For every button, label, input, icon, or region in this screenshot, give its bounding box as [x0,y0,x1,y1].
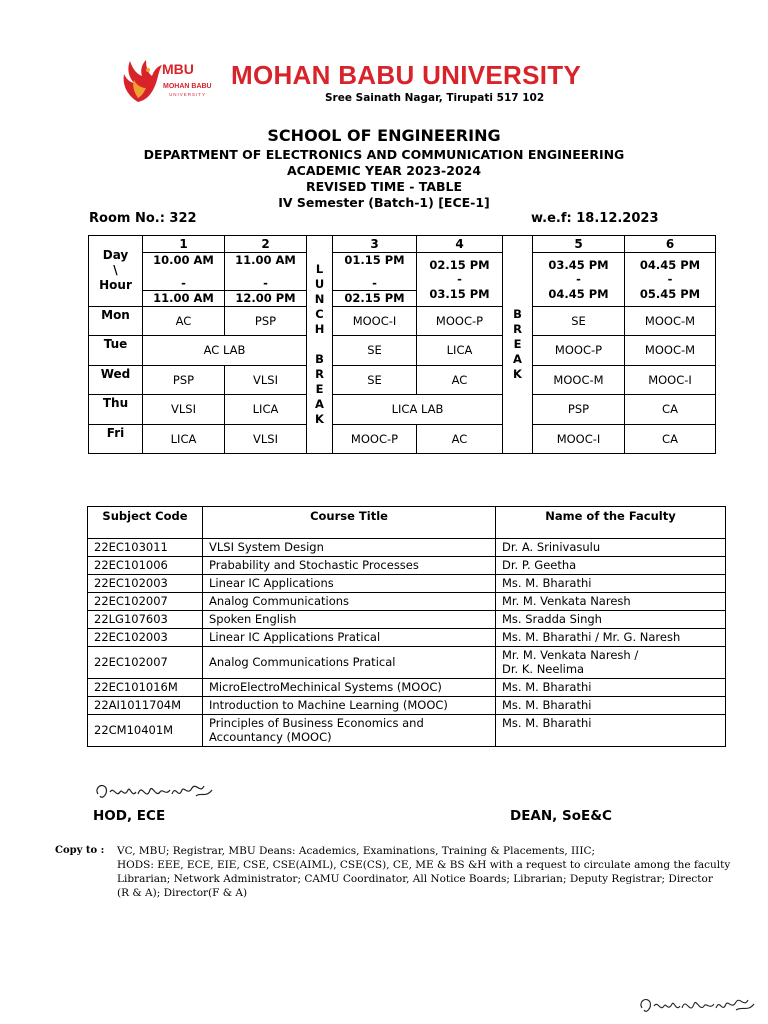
period-time: 02.15 PM - 03.15 PM [417,253,503,307]
faculty-name: Mr. M. Venkata Naresh [496,593,726,611]
hour-label: Hour [99,278,132,293]
slot: AC [417,424,503,453]
subject-code: 22EC101006 [88,557,203,575]
day-label: Mon [89,306,143,335]
academic-year: ACADEMIC YEAR 2023-2024 [286,163,482,178]
table-row [88,539,726,557]
bottom-signature [636,992,756,1022]
copy-to-line: VC, MBU; Registrar, MBU Deans: Academics, Examinations, Training & Placements, IIIC; [117,845,596,857]
course-title: VLSI System Design [203,539,496,557]
hod-signature [92,776,217,810]
slot: SE [333,365,417,394]
slot: CA [625,424,716,453]
slot: PSP [533,394,625,424]
day-label: Wed [89,365,143,394]
course-title: Spoken English [203,611,496,629]
slot: LICA [143,424,225,453]
faculty-name: Dr. A. Srinivasulu [496,539,726,557]
column-header: Name of the Faculty [496,507,726,539]
subject-code: 22EC102007 [88,647,203,679]
subject-code: 22LG107603 [88,611,203,629]
logo-subtitle2: UNIVERSITY [169,92,207,97]
university-logo [118,58,228,104]
copy-to-label: Copy to : [55,845,105,856]
subject-code: 22EC101016M [88,679,203,697]
phoenix-emblem [124,60,162,102]
day-hour-header [89,236,143,307]
period-number: 5 [533,236,625,253]
period-time: 11.00 AM - [225,253,307,291]
slot: MOOC-M [625,306,716,335]
column-header: Course Title [203,507,496,539]
slot: SE [333,335,417,365]
day-label: Tue [89,335,143,365]
table-row [88,611,726,629]
copy-to-line: Librarian; Network Administrator; CAMU Coordinator, All Notice Boards; Librarian; Deputy Registrar; Director [117,873,713,885]
slot: MOOC-P [333,424,417,453]
slot: MOOC-I [333,306,417,335]
slot: VLSI [143,394,225,424]
revised-timetable-title: REVISED TIME - TABLE [305,179,463,194]
university-name: MOHAN BABU UNIVERSITY [231,60,582,90]
period-number: 4 [417,236,503,253]
course-title: MicroElectroMechinical Systems (MOOC) [203,679,496,697]
faculty-name: Mr. M. Venkata Naresh / Dr. K. Neelima [496,647,726,679]
day-label: Fri [89,424,143,453]
faculty-name: Ms. M. Bharathi [496,679,726,697]
subject-code: 22AI1011704M [88,697,203,715]
subject-code: 22EC102003 [88,575,203,593]
slot: AC [143,306,225,335]
effective-date: w.e.f: 18.12.2023 [531,211,659,226]
slot: MOOC-M [533,365,625,394]
department-title: DEPARTMENT OF ELECTRONICS AND COMMUNICATION ENGINEERING [143,147,625,162]
table-row [88,715,726,747]
faculty-table [87,506,726,747]
slot: MOOC-P [533,335,625,365]
table-row [88,647,726,679]
lab-slot: AC LAB [143,335,307,365]
university-address: Sree Sainath Nagar, Tirupati 517 102 [325,92,545,104]
subject-code: 22EC103011 [88,539,203,557]
break-column: B R E A K [503,236,533,454]
course-title: Analog Communications [203,593,496,611]
room-number: Room No.: 322 [89,211,197,226]
period-number: 6 [625,236,716,253]
course-title: Prabability and Stochastic Processes [203,557,496,575]
copy-to-line: (R & A); Director(F & A) [117,887,248,899]
slot: SE [533,306,625,335]
column-header: Subject Code [88,507,203,539]
logo-subtitle: MOHAN BABU [163,83,212,90]
copy-to-line: HODS: EEE, ECE, EIE, CSE, CSE(AIML), CSE(CS), CE, ME & BS &H with a request to circulate among the faculty [117,859,731,871]
lab-slot: LICA LAB [333,394,503,424]
lunch-break-column: L U N C H B R E A K [307,236,333,454]
table-row [88,629,726,647]
table-row [88,575,726,593]
subject-code: 22CM10401M [88,715,203,747]
period-number: 3 [333,236,417,253]
slot: VLSI [225,365,307,394]
slot: LICA [417,335,503,365]
hod-label: HOD, ECE [93,808,166,824]
course-title: Linear IC Applications Pratical [203,629,496,647]
faculty-name: Ms. M. Bharathi [496,697,726,715]
slot: VLSI [225,424,307,453]
slot: LICA [225,394,307,424]
day-label: Day [102,248,129,263]
period-end: 12.00 PM [225,291,307,307]
period-number: 2 [225,236,307,253]
table-row [88,679,726,697]
slot: MOOC-I [625,365,716,394]
timetable [88,235,716,454]
period-end: 11.00 AM [143,291,225,307]
subject-code: 22EC102003 [88,629,203,647]
period-time: 04.45 PM - 05.45 PM [625,253,716,307]
table-row [88,697,726,715]
faculty-name: Ms. M. Bharathi / Mr. G. Naresh [496,629,726,647]
period-time: 10.00 AM - [143,253,225,291]
slot: MOOC-P [417,306,503,335]
faculty-name: Ms. M. Bharathi [496,575,726,593]
faculty-name: Dr. P. Geetha [496,557,726,575]
slot: PSP [225,306,307,335]
course-title: Introduction to Machine Learning (MOOC) [203,697,496,715]
logo-abbr: MBU [162,61,194,77]
slot: MOOC-M [625,335,716,365]
day-label: Thu [89,394,143,424]
table-row [88,593,726,611]
course-title: Linear IC Applications [203,575,496,593]
slot: CA [625,394,716,424]
period-time: 03.45 PM - 04.45 PM [533,253,625,307]
period-end: 02.15 PM [333,291,417,307]
period-number: 1 [143,236,225,253]
slot: PSP [143,365,225,394]
slot: AC [417,365,503,394]
semester-title: IV Semester (Batch-1) [ECE-1] [278,195,490,210]
course-title: Principles of Business Economics and Accountancy (MOOC) [203,715,496,747]
faculty-name: Ms. Sradda Singh [496,611,726,629]
table-row [88,557,726,575]
faculty-name: Ms. M. Bharathi [496,715,726,747]
slash-label: \ [113,263,118,278]
dean-label: DEAN, SoE&C [510,808,612,824]
period-time: 01.15 PM - [333,253,417,291]
slot: MOOC-I [533,424,625,453]
course-title: Analog Communications Pratical [203,647,496,679]
school-title: SCHOOL OF ENGINEERING [267,126,501,145]
subject-code: 22EC102007 [88,593,203,611]
